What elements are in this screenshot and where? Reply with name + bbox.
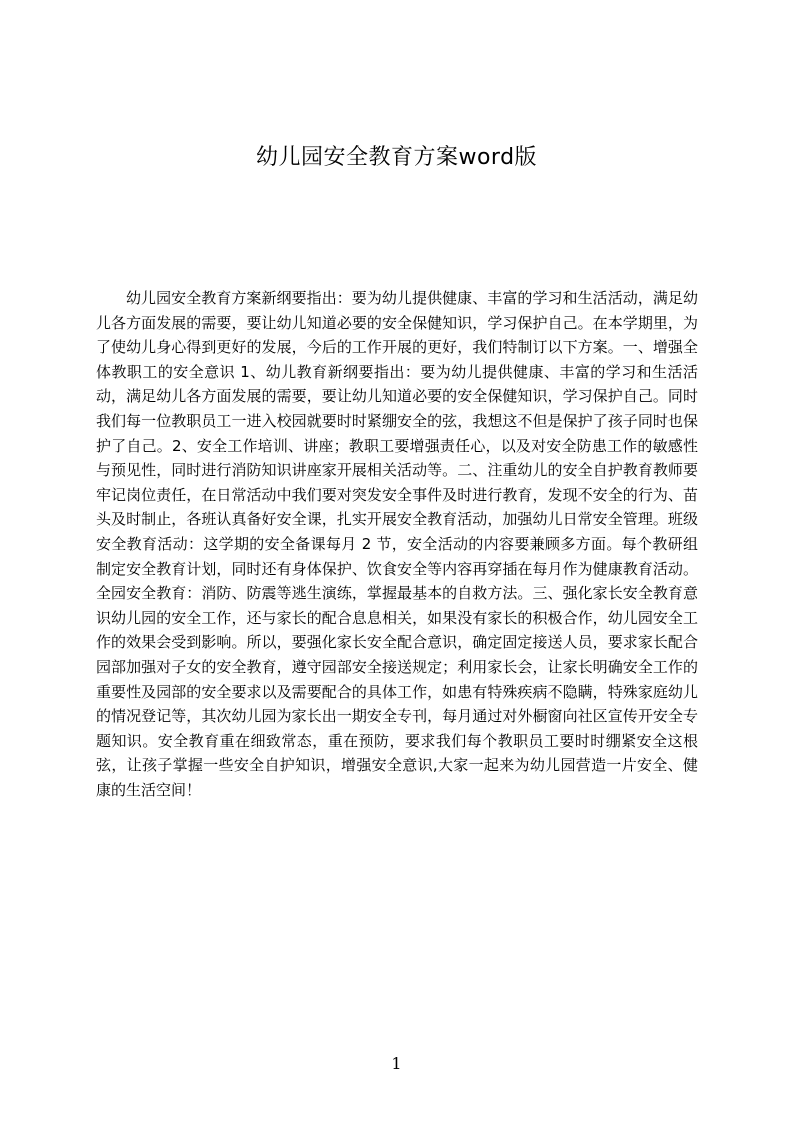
document-body-paragraph: 幼儿园安全教育方案新纲要指出：要为幼儿提供健康、丰富的学习和生活活动，满足幼儿各方面发展的需要，要让幼儿知道必要的安全保健知识，学习保护自己。在本学期里，为了使幼儿身心得到更好的发展，今后的工作开展的更好，我们特制订以下方案。一、增强全体教职工的安全意识 1、幼儿教育新纲要指出：要为幼儿提供健康、丰富的学习和生活活动，满足幼儿各方面发展的需要，要让幼儿知道必要的安全保健知识，学习保护自己。同时我们每一位教职员工一进入校园就要时时紧绷安全的弦，我想这不但是保护了孩子同时也保护了自己。2、安全工作培训、讲座；教职工要增强责任心，以及对安全防患工作的敏感性与预见性，同时进行消防知识讲座家开展相关活动等。二、注重幼儿的安全自护教育教师要牢记岗位责任，在日常活动中我们要对突发安全事件及时进行教育，发现不安全的行为、苗头及时制止，各班认真备好安全课，扎实开展安全教育活动，加强幼儿日常安全管理。班级安全教育活动：这学期的安全备课每月 2 节，安全活动的内容要兼顾多方面。每个教研组制定安全教育计划，同时还有身体保护、饮食安全等内容再穿插在每月作为健康教育活动。全园安全教育：消防、防震等逃生演练，掌握最基本的自救方法。三、强化家长安全教育意识幼儿园的安全工作，还与家长的配合息息相关，如果没有家长的积极合作，幼儿园安全工作的效果会受到影响。所以，要强化家长安全配合意识，确定固定接送人员，要求家长配合园部加强对子女的安全教育，遵守园部安全接送规定；利用家长会，让家长明确安全工作的重要性及园部的安全要求以及需要配合的具体工作，如患有特殊疾病不隐瞒，特殊家庭幼儿的情况登记等，其次幼儿园为家长出一期安全专刊，每月通过对外橱窗向社区宣传开安全专题知识。安全教育重在细致常态，重在预防，要求我们每个教职员工要时时绷紧安全这根弦，让孩子掌握一些安全自护知识，增强安全意识,大家一起来为幼儿园营造一片安全、健康的生活空间！ (96, 289, 698, 799)
page-number: 1 (391, 1054, 402, 1073)
document-title: 幼儿园安全教育方案word版 (255, 145, 538, 170)
